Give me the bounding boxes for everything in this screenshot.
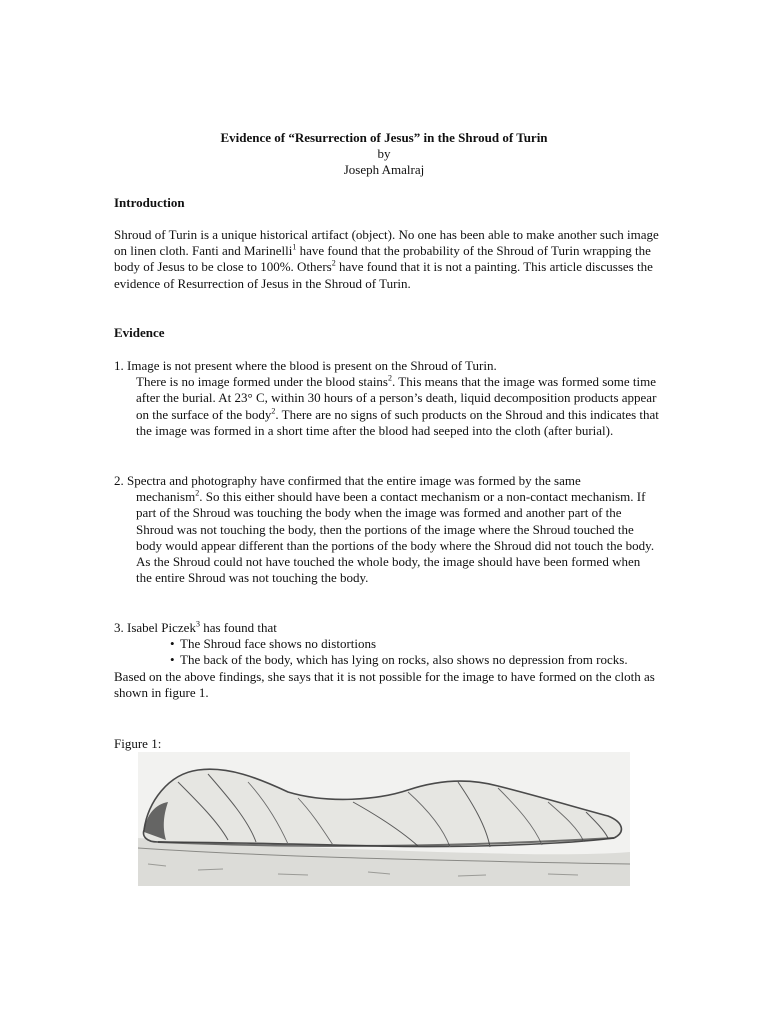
list-item-text: The back of the body, which has lying on rocks, also shows no depression from rocks.: [180, 652, 628, 668]
list-item: [114, 636, 659, 652]
item1-text-b: . This means that the image was formed some time after the burial. At 23° C, within 30 hours of a person’s death, liquid decomposition products appear on the surface of the body: [136, 374, 657, 422]
findings-list: [114, 636, 659, 668]
evidence-heading: Evidence: [114, 325, 165, 340]
intro-text-2: have found that the probability of the Shroud of Turin wrapping the body of Jesus to be close to 100%. Others: [114, 243, 651, 275]
list-item: [114, 652, 659, 668]
evidence-item-2: [114, 473, 659, 586]
evidence-item-2-body: [136, 489, 659, 586]
footnote-ref: 1: [292, 242, 297, 252]
bullet-icon: •: [170, 652, 175, 668]
document-title: Evidence of “Resurrection of Jesus” in the Shroud of Turin: [220, 130, 548, 145]
evidence-item-1-heading: 1. Image is not present where the blood is present on the Shroud of Turin.: [114, 358, 497, 373]
bullet-icon: •: [170, 636, 175, 652]
item1-text-c: . There are no signs of such products on the Shroud and this indicates that the image was formed in a short time after the blood had seeped into the cloth (after burial).: [136, 406, 659, 438]
figure-label: Figure 1:: [114, 736, 162, 751]
footnote-ref: 2: [271, 406, 276, 416]
footnote-ref: 2: [388, 373, 392, 383]
evidence-item-1-body: [136, 374, 659, 439]
evidence-item-3: [114, 620, 659, 701]
item2-text-a: mechanism: [136, 489, 196, 505]
intro-text-1: Shroud of Turin is a unique historical artifact (object). No one has been able to make another such image on linen cloth. Fanti and Marinelli: [114, 227, 659, 259]
introduction-heading: Introduction: [114, 195, 185, 210]
shroud-sketch-figure: [138, 752, 630, 886]
item3-text-b: has found that: [199, 620, 277, 635]
footnote-ref: 3: [195, 619, 200, 629]
evidence-item-2-heading: 2. Spectra and photography have confirmed that the entire image was formed by the same: [114, 473, 581, 488]
intro-text-3: have found that it is not a painting. This article discusses the evidence of Resurrection of Jesus in the Shroud of Turin.: [114, 259, 653, 291]
item1-text-a: There is no image formed under the blood stains: [136, 374, 388, 390]
footnote-ref: 2: [331, 259, 336, 269]
footnote-ref: 2: [195, 488, 200, 498]
item3-text-a: 3. Isabel Piczek: [114, 620, 196, 635]
evidence-item-1: [114, 358, 659, 439]
evidence-conclusion: Based on the above findings, she says that it is not possible for the image to have formed on the cloth as shown in figure 1.: [114, 668, 655, 700]
introduction-paragraph: [114, 227, 659, 292]
author-name: Joseph Amalraj: [343, 162, 425, 177]
list-item-text: The Shroud face shows no distortions: [180, 636, 377, 652]
item2-text-b: . So this either should have been a contact mechanism or a non-contact mechanism. If part of the Shroud was touching the body when the image was formed and another part of the Shroud was not touching the body, then the portions of the image where the Shroud touched the body would appear different than the portions of the body where the Shroud did not touch the body. As the Shroud could not have touched the whole body, the image should have been formed when the entire Shroud was not touching the body.: [136, 489, 655, 586]
by-line: by: [377, 146, 391, 161]
evidence-item-3-heading: [114, 620, 659, 636]
